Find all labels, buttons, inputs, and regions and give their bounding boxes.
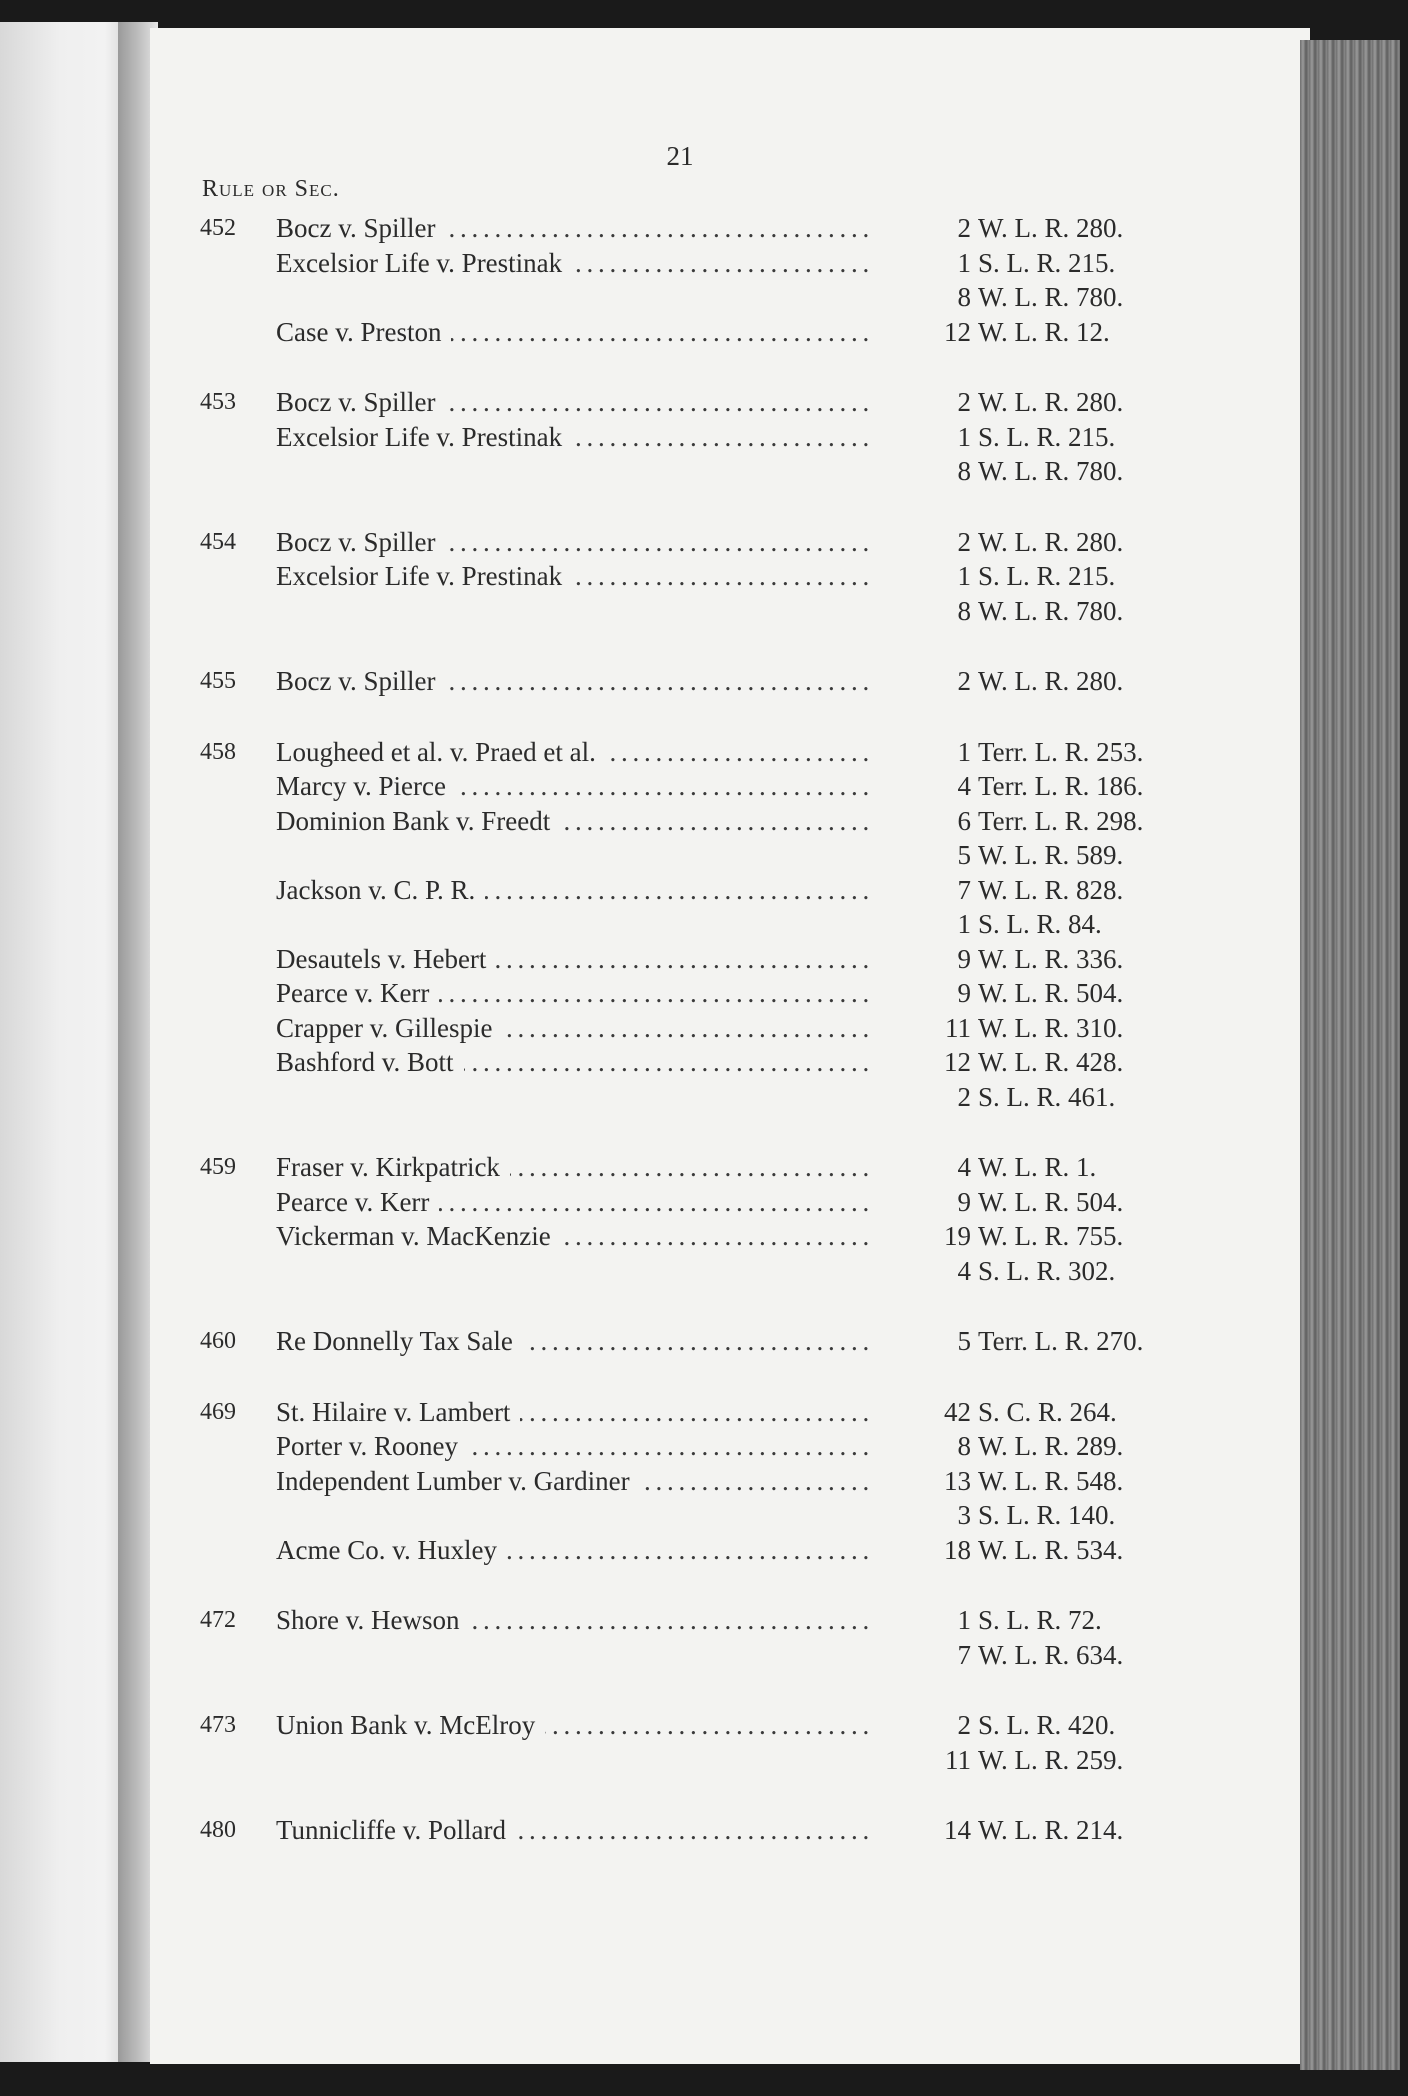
case-name-leader	[276, 1150, 876, 1185]
volume-number: 12	[944, 316, 971, 347]
citation-row	[150, 1813, 1310, 1848]
volume-number: 12	[944, 1047, 971, 1077]
citation-row	[150, 1219, 1310, 1254]
case-name-leader	[276, 559, 876, 594]
report-citation: S. L. R. 215.	[978, 247, 1116, 278]
volume-number: 8	[957, 456, 971, 486]
report-citation: W. L. R. 780.	[978, 456, 1124, 486]
case-name: Independent Lumber v. Gardiner	[276, 1466, 640, 1496]
report-citation: W. L. R. 280.	[978, 213, 1124, 243]
citation-row	[150, 1254, 1310, 1289]
report-citation: Terr. L. R. 253.	[978, 736, 1144, 767]
volume-number: 2	[957, 213, 971, 243]
section-number: 458	[200, 738, 236, 765]
citation-row	[150, 454, 1310, 489]
citation-row	[150, 1498, 1310, 1533]
volume-number: 19	[944, 1221, 971, 1251]
report-citation: W. L. R. 12.	[978, 316, 1110, 347]
citation-row	[150, 525, 1310, 560]
case-name-leader	[276, 315, 876, 350]
case-name: Jackson v. C. P. R.	[276, 875, 485, 905]
volume-number: 6	[957, 805, 971, 836]
report-citation: S. L. R. 140.	[978, 1500, 1116, 1530]
case-name: Union Bank v. McElroy	[276, 1710, 545, 1740]
volume-number: 8	[957, 1431, 971, 1461]
citation-row	[150, 1011, 1310, 1046]
volume-number: 42	[944, 1396, 971, 1427]
report-citation: W. L. R. 634.	[978, 1639, 1124, 1670]
report-citation: W. L. R. 780.	[978, 595, 1124, 626]
section-group	[150, 735, 1310, 1115]
citation-table	[150, 211, 1310, 1884]
report-citation: S. L. R. 302.	[978, 1255, 1116, 1286]
case-name-leader	[276, 525, 876, 560]
report-citation: W. L. R. 755.	[978, 1221, 1124, 1251]
section-group	[150, 1324, 1310, 1359]
section-number: 454	[200, 528, 236, 555]
section-number: 460	[200, 1328, 236, 1354]
case-name: Excelsior Life v. Prestinak	[276, 561, 572, 591]
citation-row	[150, 594, 1310, 629]
case-name: Marcy v. Pierce	[276, 771, 456, 801]
section-number: 452	[200, 215, 236, 241]
citation-row	[150, 420, 1310, 455]
volume-number: 2	[957, 1710, 971, 1740]
citation-row	[150, 1045, 1310, 1080]
case-name: Desautels v. Hebert	[276, 944, 496, 974]
citation-row	[150, 838, 1310, 873]
volume-number: 7	[957, 874, 971, 905]
case-name: Porter v. Rooney	[276, 1431, 468, 1461]
citation-row	[150, 1080, 1310, 1115]
case-name: Acme Co. v. Huxley	[276, 1535, 507, 1565]
case-name-leader	[276, 1395, 876, 1430]
section-number: 473	[200, 1712, 236, 1738]
volume-number: 13	[944, 1465, 971, 1496]
citation-row	[150, 1743, 1310, 1778]
case-name: Shore v. Hewson	[276, 1605, 469, 1635]
case-name: Bocz v. Spiller	[276, 213, 445, 243]
case-name-leader	[276, 1011, 876, 1046]
section-number: 472	[200, 1607, 236, 1633]
report-citation: S. L. R. 420.	[978, 1710, 1116, 1740]
section-group	[150, 1603, 1310, 1672]
report-citation: S. L. R. 72.	[978, 1605, 1102, 1635]
case-name: Excelsior Life v. Prestinak	[276, 422, 572, 452]
section-group	[150, 1813, 1310, 1848]
report-citation: W. L. R. 780.	[978, 282, 1124, 312]
citation-row	[150, 1150, 1310, 1185]
report-citation: W. L. R. 280.	[978, 526, 1124, 557]
volume-number: 1	[957, 736, 971, 767]
case-name: Pearce v. Kerr	[276, 1187, 439, 1217]
report-citation: Terr. L. R. 186.	[978, 771, 1144, 801]
citation-row	[150, 804, 1310, 839]
section-number: 469	[200, 1398, 236, 1425]
report-citation: W. L. R. 548.	[978, 1465, 1124, 1496]
case-name-leader	[276, 873, 876, 908]
report-citation: W. L. R. 280.	[978, 666, 1124, 696]
volume-number: 1	[957, 1605, 971, 1635]
report-citation: W. L. R. 504.	[978, 1186, 1124, 1217]
report-citation: W. L. R. 428.	[978, 1047, 1124, 1077]
report-citation: W. L. R. 828.	[978, 874, 1124, 905]
citation-row	[150, 1603, 1310, 1638]
volume-number: 4	[957, 771, 971, 801]
section-number: 480	[200, 1817, 236, 1843]
citation-row	[150, 211, 1310, 246]
citation-row	[150, 385, 1310, 420]
case-name: Bocz v. Spiller	[276, 527, 445, 557]
citation-row	[150, 735, 1310, 770]
citation-row	[150, 1533, 1310, 1568]
citation-row	[150, 1324, 1310, 1359]
case-name: Pearce v. Kerr	[276, 978, 439, 1008]
report-citation: W. L. R. 1.	[978, 1152, 1097, 1182]
citation-row	[150, 873, 1310, 908]
volume-number: 1	[957, 421, 971, 452]
case-name-leader	[276, 211, 876, 246]
volume-number: 7	[957, 1639, 971, 1670]
report-citation: W. L. R. 280.	[978, 387, 1124, 417]
case-name: Fraser v. Kirkpatrick	[276, 1152, 510, 1182]
volume-number: 8	[957, 282, 971, 312]
page-content	[150, 28, 1310, 2064]
report-citation: W. L. R. 336.	[978, 943, 1124, 974]
case-name-leader	[276, 385, 876, 420]
citation-row	[150, 942, 1310, 977]
citation-row	[150, 1395, 1310, 1430]
citation-row	[150, 1464, 1310, 1499]
report-citation: S. L. R. 215.	[978, 421, 1116, 452]
case-name: Lougheed et al. v. Praed et al.	[276, 737, 606, 767]
case-name-leader	[276, 1045, 876, 1080]
report-citation: W. L. R. 589.	[978, 840, 1124, 870]
citation-row	[150, 907, 1310, 942]
citation-row	[150, 280, 1310, 315]
case-name: Dominion Bank v. Freedt	[276, 806, 560, 836]
case-name-leader	[276, 1185, 876, 1220]
volume-number: 4	[957, 1255, 971, 1286]
volume-number: 18	[944, 1534, 971, 1565]
volume-number: 5	[957, 840, 971, 870]
case-name-leader	[276, 1464, 876, 1499]
case-name-leader	[276, 1324, 876, 1359]
case-name-leader	[276, 942, 876, 977]
volume-number: 11	[945, 1744, 971, 1775]
volume-number: 9	[957, 978, 971, 1008]
column-header: Rule or Sec.	[202, 176, 340, 202]
report-citation: W. L. R. 259.	[978, 1744, 1124, 1775]
citation-row	[150, 315, 1310, 350]
section-number: 455	[200, 668, 236, 694]
volume-number: 2	[957, 526, 971, 557]
section-group	[150, 1708, 1310, 1777]
volume-number: 9	[957, 943, 971, 974]
volume-number: 11	[945, 1012, 971, 1043]
report-citation: W. L. R. 504.	[978, 978, 1124, 1008]
case-name-leader	[276, 769, 876, 804]
section-number: 453	[200, 389, 236, 415]
page-edges	[1300, 40, 1400, 2070]
case-name: Bashford v. Bott	[276, 1047, 464, 1077]
case-name: Case v. Preston	[276, 317, 451, 347]
citation-row	[150, 1708, 1310, 1743]
volume-number: 2	[957, 1081, 971, 1112]
report-citation: S. L. R. 461.	[978, 1081, 1116, 1112]
report-citation: W. L. R. 310.	[978, 1012, 1124, 1043]
case-name: Re Donnelly Tax Sale	[276, 1326, 523, 1356]
section-group	[150, 1150, 1310, 1288]
case-name: Bocz v. Spiller	[276, 666, 445, 696]
section-group	[150, 385, 1310, 489]
section-group	[150, 664, 1310, 699]
case-name-leader	[276, 1219, 876, 1254]
case-name: Bocz v. Spiller	[276, 387, 445, 417]
report-citation: S. C. R. 264.	[978, 1396, 1117, 1427]
report-citation: S. L. R. 84.	[978, 909, 1102, 939]
report-citation: W. L. R. 534.	[978, 1534, 1124, 1565]
citation-row	[150, 246, 1310, 281]
case-name: Vickerman v. MacKenzie	[276, 1221, 561, 1251]
case-name-leader	[276, 420, 876, 455]
case-name-leader	[276, 1533, 876, 1568]
citation-row	[150, 976, 1310, 1011]
section-group	[150, 525, 1310, 629]
case-name-leader	[276, 664, 876, 699]
page-number: 21	[666, 141, 694, 171]
case-name-leader	[276, 976, 876, 1011]
volume-number: 5	[957, 1326, 971, 1356]
volume-number: 2	[957, 387, 971, 417]
volume-number: 1	[957, 909, 971, 939]
volume-number: 14	[944, 1815, 971, 1845]
report-citation: W. L. R. 214.	[978, 1815, 1124, 1845]
case-name: St. Hilaire v. Lambert	[276, 1397, 520, 1427]
volume-number: 4	[957, 1152, 971, 1182]
volume-number: 9	[957, 1186, 971, 1217]
volume-number: 1	[957, 561, 971, 591]
case-name: Excelsior Life v. Prestinak	[276, 248, 572, 278]
report-citation: Terr. L. R. 270.	[978, 1326, 1144, 1356]
citation-row	[150, 664, 1310, 699]
case-name-leader	[276, 1429, 876, 1464]
case-name-leader	[276, 735, 876, 770]
section-number: 459	[200, 1154, 236, 1180]
volume-number: 2	[957, 666, 971, 696]
volume-number: 8	[957, 595, 971, 626]
report-citation: W. L. R. 289.	[978, 1431, 1124, 1461]
volume-number: 3	[957, 1500, 971, 1530]
citation-row	[150, 559, 1310, 594]
citation-row	[150, 1429, 1310, 1464]
case-name-leader	[276, 1813, 876, 1848]
case-name: Tunnicliffe v. Pollard	[276, 1815, 516, 1845]
section-group	[150, 211, 1310, 349]
case-name: Crapper v. Gillespie	[276, 1013, 502, 1043]
citation-row	[150, 1185, 1310, 1220]
case-name-leader	[276, 246, 876, 281]
volume-number: 1	[957, 247, 971, 278]
case-name-leader	[276, 804, 876, 839]
case-name-leader	[276, 1708, 876, 1743]
citation-row	[150, 769, 1310, 804]
section-group	[150, 1395, 1310, 1568]
case-name-leader	[276, 1603, 876, 1638]
report-citation: S. L. R. 215.	[978, 561, 1116, 591]
citation-row	[150, 1638, 1310, 1673]
report-citation: Terr. L. R. 298.	[978, 805, 1144, 836]
